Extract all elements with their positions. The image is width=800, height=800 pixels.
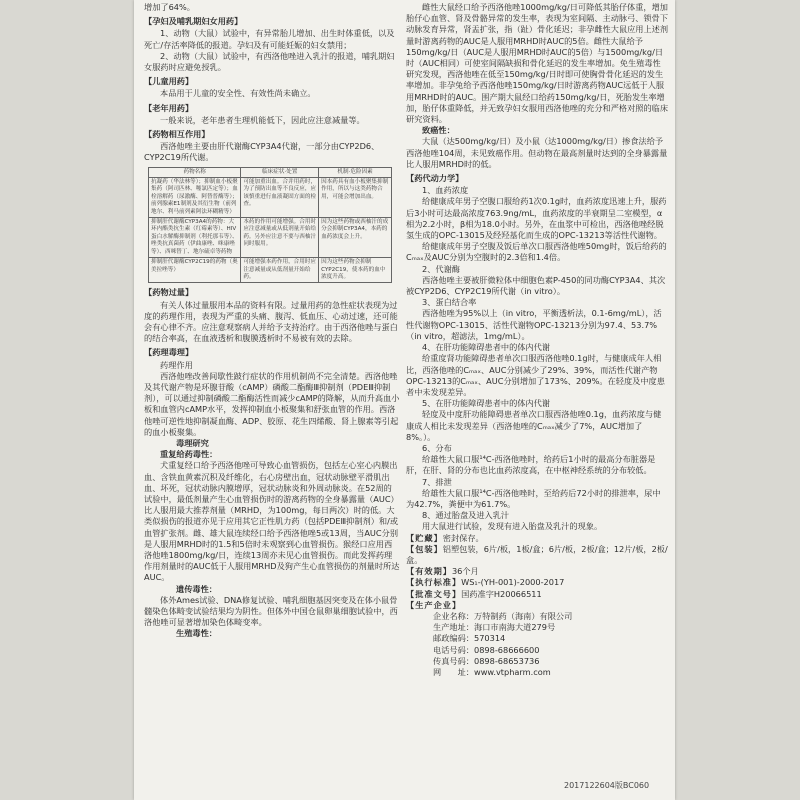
- maker-address-value: 海口市南海大道279号: [474, 622, 556, 633]
- maker-name-row: [406, 611, 668, 622]
- maker-fax-value: 0898-68653736: [474, 655, 540, 666]
- maker-phone-label: 电话号码：: [433, 644, 474, 655]
- pk-text-9: 用大鼠进行试验，发现有进入胎盘及乳汁的现象。: [422, 521, 603, 532]
- preg-text-2: 2、动物（大鼠）试验中，有西洛他唑进入乳汁的报道，哺乳期妇女服药时应避免授乳。: [144, 50, 395, 73]
- pharm-heading: 【药理毒理】: [144, 347, 194, 358]
- maker-name-label: 企业名称：: [433, 610, 474, 621]
- pharm-subheading: 药理作用: [160, 359, 193, 370]
- maker-website-label: 网 址：: [433, 666, 474, 677]
- tox-repeat-heading: 重复给药毒性：: [160, 449, 218, 460]
- carc-text: 大鼠（达500mg/kg/日）及小鼠（达1000mg/kg/日）掺食法给予西洛他唑104周，未见致癌作用。但动物在最高剂量时达到的全身暴露量比人服用MRHD时的低。: [406, 136, 668, 169]
- elder-text: 一般来说，老年患者生理机能低下，因此应注意减量等。: [160, 114, 365, 125]
- maker-phone-value: 0898-68666600: [474, 644, 540, 655]
- maker-postcode-label: 邮政编码：: [433, 633, 474, 644]
- table-cell: 因为这些药物或西柚汁的成分会抑制CYP3A4，本药的血药浓度会上升。: [319, 218, 392, 258]
- pk-section-1: 1、血药浓度: [422, 185, 469, 196]
- table-cell: 抗凝药（华法林等）；抑制血小板聚集药（阿司匹林、噻氯匹定等）；血栓溶解药（尿激酶、阿替普酶等）；前列腺素E1制剂及其衍生物（前列地尔、利马前列素阿法环糊精等）: [149, 178, 241, 218]
- carc-heading: 致癌性：: [422, 125, 455, 136]
- table-cell: 可能加重出血。合并用药时，为了预防出血等不良反应，应该慎重进行血液凝固方面的检查。: [241, 178, 319, 218]
- table-header: 机制·危险因素: [319, 167, 392, 177]
- storage-line: [406, 533, 668, 544]
- maker-address-label: 生产地址：: [433, 622, 474, 633]
- pk-section-6: 6、分布: [422, 442, 452, 453]
- validity-heading: 【有效期】: [406, 566, 452, 577]
- table-row: [149, 178, 392, 218]
- preg-text-1: 1、动物（大鼠）试验中，有异常胎儿增加、出生时体重低，以及死亡/存活率降低的报道。孕妇及有可能妊娠的妇女禁用；: [144, 28, 395, 50]
- maker-fax-row: [406, 656, 668, 667]
- validity-line: [406, 566, 668, 577]
- approval-heading: 【批准文号】: [406, 588, 462, 599]
- table-cell: 抑制肝代谢酶CYP3A4的药物：大环内酯类抗生素（红霉素等）、HIV蛋白水解酶抑制剂（利托那韦等）、唑类抗真菌药（伊曲康唑、咪康唑等）、西咪替丁、地尔硫卓等药物: [149, 218, 241, 258]
- pharm-text: 西洛他唑改善间歇性跛行症状的作用机制尚不完全清楚。西洛他唑及其代谢产物是环腺苷酸（cAMP）磷酸二酯酶Ⅲ抑制剂（PDEⅢ抑制剂），可以通过抑制磷酸二酯酶活性而减少cAMP的降解，从而升高血小板和血管内cAMP水平，发挥抑制血小板聚集和舒张血管的作用。西洛他唑可逆性地抑制凝血酶、ADP、胶原、花生四烯酸、肾上腺素等引起的血小板聚集。: [144, 370, 400, 437]
- table-header: 临床症状·处置: [241, 167, 319, 177]
- maker-heading: 【生产企业】: [406, 599, 462, 610]
- right-column: [406, 2, 668, 678]
- table-cell: 因为这些药物会抑制CYP2C19，使本药的血中浓度升高。: [319, 258, 392, 283]
- pk-heading: 【药代动力学】: [406, 173, 464, 184]
- maker-fax-label: 传真号码：: [433, 655, 474, 666]
- table-cell: 抑制肝代谢酶CYP2C19的药物（奥美拉唑等）: [149, 258, 241, 283]
- pk-section-4: 4、在肝功能障碍患者中的体内代谢: [422, 342, 551, 353]
- pk-text-6: 轻度及中度肝功能障碍患者单次口服西洛他唑0.1g，血药浓度与健康成人相比未发现差异（西洛他唑的Cₘₐₓ减少了7%，AUC增加了8%。）。: [406, 409, 662, 442]
- table-cell: 本药的作用可能增强。合用时应注意减量或从低剂量开始给药。另外应注意不要与西柚汁同时服用。: [241, 218, 319, 258]
- repro-text: 雌性大鼠经口给予西洛他唑1000mg/kg/日可降低其胎仔体重，增加胎仔心血管、肾及骨骼异常的发生率，表现为室间隔、主动脉弓、锁骨下动脉发育异常，肾盂扩张，指（趾）骨化延迟；非孕雌性大鼠应用上述剂量时游离药物的AUC是人服用MRHD时AUC的5倍。雌性大鼠给予150mg/kg/日（AUC是人服用MRHD时AUC的5倍）与1500mg/kg/日时（AUC相同）可使室间隔缺损和骨化延迟的发生率增加。免生殖毒性研究发现，西洛他唑在低至150mg/kg/日时即可使胸骨骨化延迟的发生率增加。非孕兔给予西洛他唑150mg/kg/日时游离药物AUC远低于人服用MRHD时的AUC。围产期大鼠经口给药150mg/kg/日，死胎发生率增加，胎仔体重降低，并无致孕妇女服用西洛他唑的充分和严格对照的临床研究资料。: [406, 2, 669, 125]
- table-header: 药物名称: [149, 167, 241, 177]
- standard-text: WS₁-(YH-001)-2000-2017: [461, 577, 565, 588]
- pk-text-2: 给健康成年男子空腹及饭后单次口服西洛他唑50mg时，饭后给药的Cₘₐₓ及AUC分别为空腹时的2.3倍和1.4倍。: [406, 241, 667, 263]
- version-code: 2017122604版BC060: [564, 781, 650, 790]
- child-text: 本品用于儿童的安全性、有效性尚未确立。: [160, 88, 316, 99]
- approval-line: [406, 589, 668, 600]
- pk-text-4: 西洛他唑为95%以上（in vitro，平衡透析法，0.1-6mg/mL），活性代谢物OPC-13015、活性代谢物OPC-13213分别为97.4、53.7%（in vitro，超滤法，1mg/mL）。: [406, 308, 662, 341]
- child-heading: 【儿童用药】: [144, 76, 194, 87]
- storage-heading: 【贮藏】: [406, 532, 443, 543]
- interact-heading: 【药物相互作用】: [144, 129, 210, 140]
- pk-text-1: 给健康成年男子空腹口服给药1次0.1g时，血药浓度迅速上升，服药后3小时可达最高浓度763.9ng/mL，血药浓度的半衰期呈二室模型，α相为2.2小时，β相为18.0小时。另外，在血浆中可检出，西洛他唑经脱氢生成的OPC-13015及经羟基化而生成的OPC-13213等活性代谢物。: [406, 196, 667, 241]
- table-row: [149, 258, 392, 283]
- left-column: [144, 2, 400, 640]
- tox-geno-text: 体外Ames试验、DNA修复试验、哺乳细胞基因突变及在体小鼠骨髓染色体畸变试验结果均为阴性。但体外中国仓鼠卵巢细胞试验中，西洛他唑可显著增加染色体畸变率。: [144, 594, 398, 628]
- validity-text: 36个月: [451, 566, 479, 577]
- pk-text-5: 给重度肾功能障碍患者单次口服西洛他唑0.1g时，与健康成年人相比，西洛他唑的Cₘₐₓ、AUC分别减少了29%、39%，而活性代谢产物OPC-13213的Cₘₐₓ、AUC分别增加了173%、209%。在轻度及中度患者中未发现差异。: [406, 353, 665, 397]
- maker-address-row: [406, 622, 668, 633]
- overdose-heading: 【药物过量】: [144, 287, 194, 298]
- pk-text-7: 给雄性大鼠口服¹⁴C-西洛他唑时，给药后1小时的最高分布脏器是肝，在肝、肾的分布也比血药浓度高，在中枢神经系统的分布较低。: [406, 454, 656, 476]
- package-heading: 【包装】: [406, 543, 443, 554]
- maker-website-row: [406, 667, 668, 678]
- preg-heading: 【孕妇及哺乳期妇女用药】: [144, 16, 243, 27]
- storage-text: 密封保存。: [442, 532, 484, 543]
- table-cell: 因本药具有血小板聚集抑制作用，所以与这类药物合用，可能会增加出血。: [319, 178, 392, 218]
- maker-name-value: 万特制药（海南）有限公司: [474, 610, 573, 621]
- pk-section-3: 3、蛋白结合率: [422, 297, 477, 308]
- table-header-row: [149, 167, 392, 177]
- package-text: 铝塑包装，6片/板，1板/盒；6片/板，2板/盒；12片/板，2板/盒。: [406, 543, 668, 565]
- standard-heading: 【执行标准】: [406, 577, 462, 588]
- approval-text: 国药准字H20066511: [461, 588, 542, 599]
- maker-postcode-row: [406, 633, 668, 644]
- pk-section-2: 2、代谢酶: [422, 263, 460, 274]
- tox-geno-heading: 遗传毒性：: [176, 583, 217, 594]
- pk-section-8: 8、通过胎盘及进入乳汁: [422, 510, 510, 521]
- tox-heading: 毒理研究: [176, 437, 209, 448]
- tox-repeat-text: 犬重复经口给予西洛他唑可导致心血管损伤，包括左心室心内膜出血、含铁血黄素沉积及纤维化，右心房壁出血，冠状动脉壁平滑肌出血、坏死，冠状动脉内膜增厚，冠状动脉炎和外周动脉炎。在52周的试验中，最低剂量产生心血管损伤时的游离药物的全身暴露量（AUC）比人服用最大推荐剂量（MRHD，为100mg，每日两次）时的低。大类似损伤的报道亦见于应用其它正性肌力药（包括PDEⅢ抑制剂）和/或血管扩张剂。雌、雄大鼠连续经口给予西洛他唑5或13周，当AUC分别是人服用MRHD时的1.5和5倍时未观察到心血管损伤。猴经口应用西洛他唑1800mg/kg/日，连续13周亦未见心血管损伤。而此发挥药理作用剂量时的AUC低于人服用MRHD及狗产生心血管损伤的剂量时所达AUC。: [144, 460, 400, 583]
- intro-text: 增加了64%。: [144, 2, 195, 12]
- maker-phone-row: [406, 645, 668, 656]
- pk-section-7: 7、排泄: [422, 476, 452, 487]
- standard-line: [406, 577, 668, 588]
- pk-section-5: 5、在肝功能障碍患者中的体内代谢: [422, 398, 551, 409]
- interact-text: 西洛他唑主要由肝代谢酶CYP3A4代谢，一部分由CYP2D6、CYP2C19所代谢。: [144, 141, 380, 163]
- package-line: [406, 544, 668, 566]
- elder-heading: 【老年用药】: [144, 102, 194, 113]
- interaction-table: [148, 167, 392, 284]
- tox-repro-heading: 生殖毒性：: [176, 628, 217, 639]
- pk-text-3: 西洛他唑主要被肝微粒体中细胞色素P-450的同功酶CYP3A4、其次被CYP2D6、CYP2C19所代谢（in vitro）。: [406, 274, 666, 297]
- maker-postcode-value: 570314: [474, 633, 506, 644]
- maker-website-value: www.vtpharm.com: [474, 666, 551, 677]
- overdose-text: 有关人体过量服用本品的资料有限。过量用药的急性症状表现为过度的药理作用，表现为严重的头痛、腹泻、低血压、心动过速，还可能会有心律不齐。应注意观察病人并给予支持治疗。由于西洛他唑与蛋白的结合率高，在血液透析和腹膜透析时不易被有效的去除。: [144, 299, 398, 344]
- table-cell: 可能增强本药作用，合用时应注意减量或从低剂量开始给药。: [241, 258, 319, 283]
- pk-text-8: 给雄性大鼠口服¹⁴C-西洛他唑时，至给药后72小时的排泄率，尿中为42.7%，粪便中为61.7%。: [406, 487, 661, 509]
- table-row: [149, 218, 392, 258]
